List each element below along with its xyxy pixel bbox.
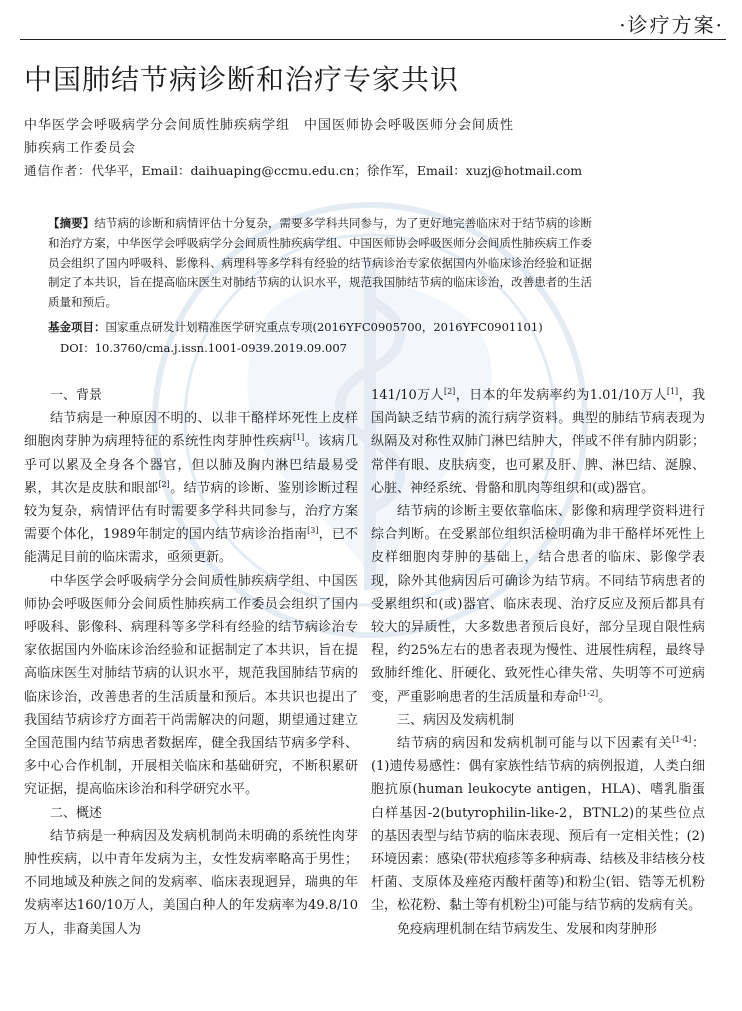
doi: DOI：10.3760/cma.j.issn.1001-0939.2019.09.007 [60,341,347,355]
citation-ref[interactable]: [1-4] [672,735,692,745]
section-heading-overview: 二、概述 [50,805,103,821]
correspondence [24,162,584,180]
paragraph-etiology-1: 结节病的病因和发病机制可能与以下因素有关[1-4]：(1)遗传易感性：偶有家族性结节病的病例报道，人类白细胞抗原(human leukocyte antigen，HLA)、嗜乳脂蛋白样基因-2(butyrophilin-like-2，BTNL2)的某些位点的基因表型与结节病的临床表现、预后有一定相关性；(2)环境因素：感染(带状疱疹等多种病毒、结核及非结核分枝杆菌、支原体及痤疮丙酸杆菌等)和粉尘(铝、锆等无机粉尘，松花粉、黏土等有机粉尘)可能与结节病的发病有关。 [371,735,705,914]
section-heading-background: 一、背景 [50,388,103,403]
author-affiliations [24,114,584,160]
citation-ref[interactable]: [2] [443,387,456,396]
citation-ref[interactable]: [1] [666,387,679,396]
paragraph-overview-1-cont: 141/10万人[2]，日本的年发病率约为1.01/10万人[1]，我国尚缺乏结节病的流行病学资料。典型的肺结节病表现为纵隔及对称性双肺门淋巴结肿大，伴或不伴有肺内阴影；常伴有眼、皮肤病变，也可累及肝、脾、淋巴结、涎腺、心脏、神经系统、骨骼和肌肉等组织和(或)器官。 [371,387,705,496]
header-rule [20,39,726,40]
abstract-text: 结节病的诊断和病情评估十分复杂，需要多学科共同参与，为了更好地完善临床对于结节病的诊断和治疗方案，中华医学会呼吸病学分会间质性肺疾病学组、中国医师协会呼吸医师分会间质性肺疾病工作委员会组织了国内呼吸科、影像科、病理科等多学科有经验的结节病诊治专家依据国内外临床诊治经验和证据制定了本共识，旨在提高临床医生对肺结节病的认识水平，规范我国肺结节病的临床诊治，改善患者的生活质量和预后。 [48,216,593,310]
citation-ref[interactable]: [1-2] [579,688,599,698]
paragraph-etiology-2: 免疫病理机制在结节病发生、发展和肉芽肿形 [397,921,658,937]
body-column-left [24,384,358,941]
paragraph-overview-2: 结节病的诊断主要依靠临床、影像和病理学资料进行综合判断。在受累部位组织活检明确为非干酪样坏死性上皮样细胞肉芽肿的基础上，结合患者的临床、影像学表现，除外其他病因后可确诊为结节病。不同结节病患者的受累组织和(或)器官、临床表现、治疗反应及预后都具有较大的异质性，大多数患者预后良好，部分呈现自限性病程，约25%左右的患者表现为慢性、进展性病程，最终导致肺纤维化、肝硬化、致死性心律失常、失明等不可逆病变，严重影响患者的生活质量和寿命[1-2]。 [371,504,705,705]
author-line-1: 中华医学会呼吸病学分会间质性肺疾病学组 中国医师协会呼吸医师分会间质性 [24,118,515,133]
citation-ref[interactable]: [3] [307,526,319,536]
citation-ref[interactable]: [1] [292,433,305,443]
funding-text: 国家重点研发计划精准医学研究重点专项(2016YFC0905700，2016YFC0901101) [105,320,543,334]
section-heading-etiology: 三、病因及发病机制 [397,712,515,728]
correspondence-text: 代华平，Email：daihuaping@ccmu.edu.cn；徐作军，Email：xuzj@hotmail.com [91,163,583,178]
author-line-2: 肺疾病工作委员会 [24,141,137,156]
funding-label: 基金项目： [48,320,106,334]
paragraph-background-2: 中华医学会呼吸病学分会间质性肺疾病学组、中国医师协会呼吸医师分会间质性肺疾病工作委员会组织了国内呼吸科、影像科、病理科等多学科有经验的结节病诊治专家依据国内外临床诊治经验和证据制定了本共识，旨在提高临床医生对肺结节病的认识水平，规范我国肺结节病的临床诊治，改善患者的生活质量和预后。本共识也提出了我国结节病诊疗方面若干尚需解决的问题，期望通过建立全国范围内结节病患者数据库，健全我国结节病多学科、多中心合作机制，开展相关临床和基础研究，不断积累研究证据，提高临床诊治和科学研究水平。 [24,573,358,798]
article-title: 中国肺结节病诊断和治疗专家共识 [24,63,460,96]
paragraph-background-1: 结节病是一种原因不明的、以非干酪样坏死性上皮样细胞肉芽肿为病理特征的系统性肉芽肿性疾病[1]。该病几乎可以累及全身各个器官，但以肺及胸内淋巴结最易受累，其次是皮肤和眼部[2]。结节病的诊断、鉴别诊断过程较为复杂，病情评估有时需要多学科共同参与，治疗方案需要个体化，1989年制定的国内结节病诊治指南[3]，已不能满足目前的临床需求，亟须更新。 [24,411,358,566]
correspondence-label: 通信作者： [24,163,92,178]
funding [48,318,608,337]
paragraph-overview-1: 结节病是一种病因及发病机制尚未明确的系统性肉芽肿性疾病，以中青年发病为主，女性发病率略高于男性；不同地域及种族之间的发病率、临床表现迥异，瑞典的年发病率达160/10万人，美国白种人的年发病率为49.8/10万人，非裔美国人为 [24,828,358,937]
section-tag: ·诊疗方案· [619,13,724,37]
abstract [48,214,592,313]
body-column-right [371,384,705,941]
citation-ref[interactable]: [2] [158,479,170,489]
abstract-label: 【摘要】 [48,216,95,230]
